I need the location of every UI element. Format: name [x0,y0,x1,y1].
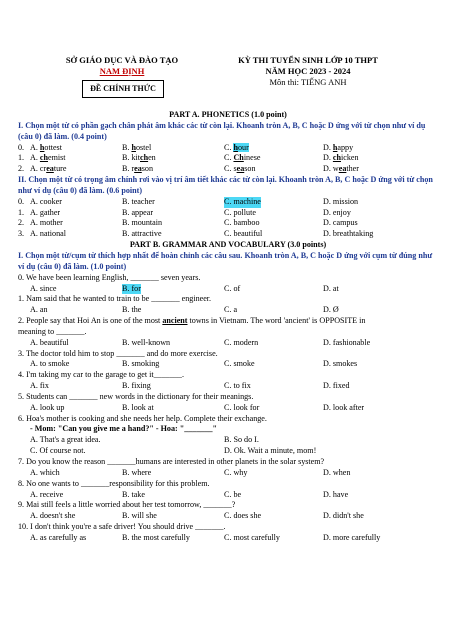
option-d: D. weather [323,164,359,174]
option-b: B. the most carefully [122,532,190,542]
option-c: C. be [224,489,242,499]
pa2-row-3 [18,229,438,240]
option-a: A. That's a great idea. [30,435,101,445]
question-2-cont: meaning to _______. [18,326,87,336]
option-c: C. of [224,283,241,293]
q6-options-row1 [18,435,438,446]
option-b: B. kitchen [122,153,156,163]
question-8: 8. No one wants to _______responsibility for this problem. [18,478,210,488]
option-c: C. a [224,305,238,315]
option-b: B. teacher [122,196,155,206]
option-d: D. happy [323,142,354,152]
subject-line [238,77,378,88]
option-c: C. why [224,467,248,477]
part-b-instruction: I. Chọn một từ/cụm từ thích hợp nhất để hoàn chỉnh các câu sau. Khoanh tròn A, B, C hoặc D ứng với cụm từ đúng như ví dụ (câu 0) đã làm. (1.0 point) [18,250,433,271]
option-a: A. doesn't she [30,511,76,521]
option-c: C. beautiful [224,229,263,239]
option-a: A. hottest [30,142,62,152]
option-c: C. pollute [224,207,256,217]
question-0: 0. We have been learning English, _______ seven years. [18,272,201,282]
option-d: D. campus [323,218,358,228]
row-number: 0. [18,142,25,152]
q1-options [18,305,438,316]
part-b-title: PART B. GRAMMAR AND VOCABULARY (3.0 points) [129,240,327,250]
option-a: A. chemist [30,153,66,163]
part-a-section2-instruction: II. Chọn một từ có trọng âm chính rơi vào vị trí âm tiết khác các từ còn lại. Khoanh tròn A, B, C hoặc D ứng với từ chọn như ví dụ (câu 0) đã làm. (0.6 point) [18,175,433,195]
option-d: D. mission [323,196,359,206]
option-b: B. will she [122,511,157,521]
option-c: C. smoke [224,359,255,369]
question-4: 4. I'm taking my car to the garage to get it_______. [18,370,184,380]
q6-dialog: - Mom: "Can you give me a hand?" - Hoa: "_______" [30,424,218,434]
option-b: B. hostel [122,142,152,152]
option-a: A. receive [30,489,64,499]
question-7: 7. Do you know the reason _______humans are interested in other planets in the solar system? [18,457,325,466]
option-d: D. enjoy [323,207,351,217]
option-b: B. reason [122,164,154,174]
option-d: D. fixed [323,381,350,391]
pa1-row-0 [18,143,438,154]
option-a: A. cooker [30,196,62,206]
option-b: B. look at [122,402,154,412]
department-name: SỞ GIÁO DỤC VÀ ĐÀO TẠO [65,55,179,65]
option-c: C. look for [224,402,260,412]
question-1: 1. Nam said that he wanted to train to be _______ engineer. [18,294,212,304]
pa1-row-1 [18,153,438,164]
option-b: B. where [122,467,152,477]
province-name: NAM ĐỊNH [99,66,145,76]
q2-text-start: 2. People say that Hoi An is one of the most [18,316,163,326]
q0-options [18,284,438,295]
option-d: D. when [323,467,351,477]
pa2-row-0 [18,197,438,208]
subject-text: Môn thi: TIẾNG ANH [269,77,347,87]
option-d: D. chicken [323,153,359,163]
option-b: B. smoking [122,359,160,369]
option-d: D. look after [323,402,365,412]
option-a: A. fix [30,381,49,391]
option-c: C. Of course not. [30,446,86,456]
option-d: D. breathtaking [323,229,374,239]
option-c: C. hour [224,142,249,152]
row-number: 0. [18,196,25,206]
q4-options [18,381,438,392]
question-6: 6. Hoa's mother is cooking and she needs her help. Complete their exchange. [18,413,267,423]
row-number: 2. [18,164,25,174]
option-c: C. Chinese [224,153,261,163]
q2-text-end: towns in Vietnam. The word 'ancient' is OPPOSITE in [187,316,366,326]
q2-options [18,338,438,349]
pa1-row-2 [18,164,438,175]
pa2-row-1 [18,208,438,219]
q10-options [18,533,438,544]
part-a-section1-instruction: I. Chọn một từ có phần gạch chân phát âm khác các từ còn lại. Khoanh tròn A, B, C hoặc D ứng với từ chọn như ví dụ (câu 0) đã làm. (0.4 point) [18,120,426,141]
option-c: C. bamboo [224,218,260,228]
option-d: D. Ok. Wait a minute, mom! [224,446,317,456]
q8-options [18,490,438,501]
option-a: A. mother [30,218,63,228]
option-a: A. look up [30,402,65,412]
option-d: D. smokes [323,359,358,369]
option-c: C. most carefully [224,532,280,542]
option-a: A. to smoke [30,359,70,369]
pa2-row-2 [18,218,438,229]
option-a: A. since [30,283,57,293]
option-c: C. season [224,164,256,174]
option-a: A. as carefully as [30,532,87,542]
option-d: D. have [323,489,349,499]
question-3: 3. The doctor told him to stop _______ and do more exercise. [18,348,218,358]
option-b: B. attractive [122,229,162,239]
option-c-highlighted: C. machine [224,196,261,206]
option-d: D. didn't she [323,511,364,521]
option-b: B. fixing [122,381,151,391]
option-b: B. the [122,305,142,315]
q5-options [18,403,438,414]
header-right [238,55,378,88]
school-year: NĂM HỌC 2023 - 2024 [265,66,351,76]
option-b-highlighted: B. for [122,283,141,293]
option-b: B. So do I. [224,435,259,445]
part-a-title: PART A. PHONETICS (1.0 point) [169,110,287,119]
option-b: B. take [122,489,145,499]
row-number: 1. [18,153,25,163]
option-a: A. national [30,229,66,239]
option-d: D. fashionable [323,337,371,347]
option-c: C. to fix [224,381,251,391]
option-a: A. gather [30,207,61,217]
option-c: C. does she [224,511,262,521]
q7-options [18,468,438,479]
option-b: B. well-known [122,337,171,347]
q9-options [18,511,438,522]
option-a: A. creature [30,164,67,174]
question-10: 10. I don't think you're a safe driver! You should drive _______. [18,522,226,532]
exam-content [18,110,438,544]
question-9: 9. Mai still feels a little worried about her test tomorrow, _______? [18,500,236,510]
option-a: A. beautiful [30,337,69,347]
q6-options-row2 [18,446,438,457]
row-number: 1. [18,207,25,217]
question-5: 5. Students can _______ new words in the dictionary for their meanings. [18,391,254,401]
option-c: C. modern [224,337,259,347]
option-b: B. mountain [122,218,163,228]
question-2 [18,316,438,327]
row-number: 3. [18,229,25,239]
option-d: D. Ø [323,305,339,315]
row-number: 2. [18,218,25,228]
option-a: A. which [30,467,60,477]
exam-name: KỲ THI TUYỂN SINH LỚP 10 THPT [238,55,378,65]
q3-options [18,359,438,370]
q2-underlined-word: ancient [162,316,188,326]
option-d: D. more carefully [323,532,381,542]
official-exam-box: ĐỀ CHÍNH THỨC [82,80,164,98]
header-left [62,55,182,77]
option-d: D. at [323,283,339,293]
option-b: B. appear [122,207,154,217]
option-a: A. an [30,305,48,315]
